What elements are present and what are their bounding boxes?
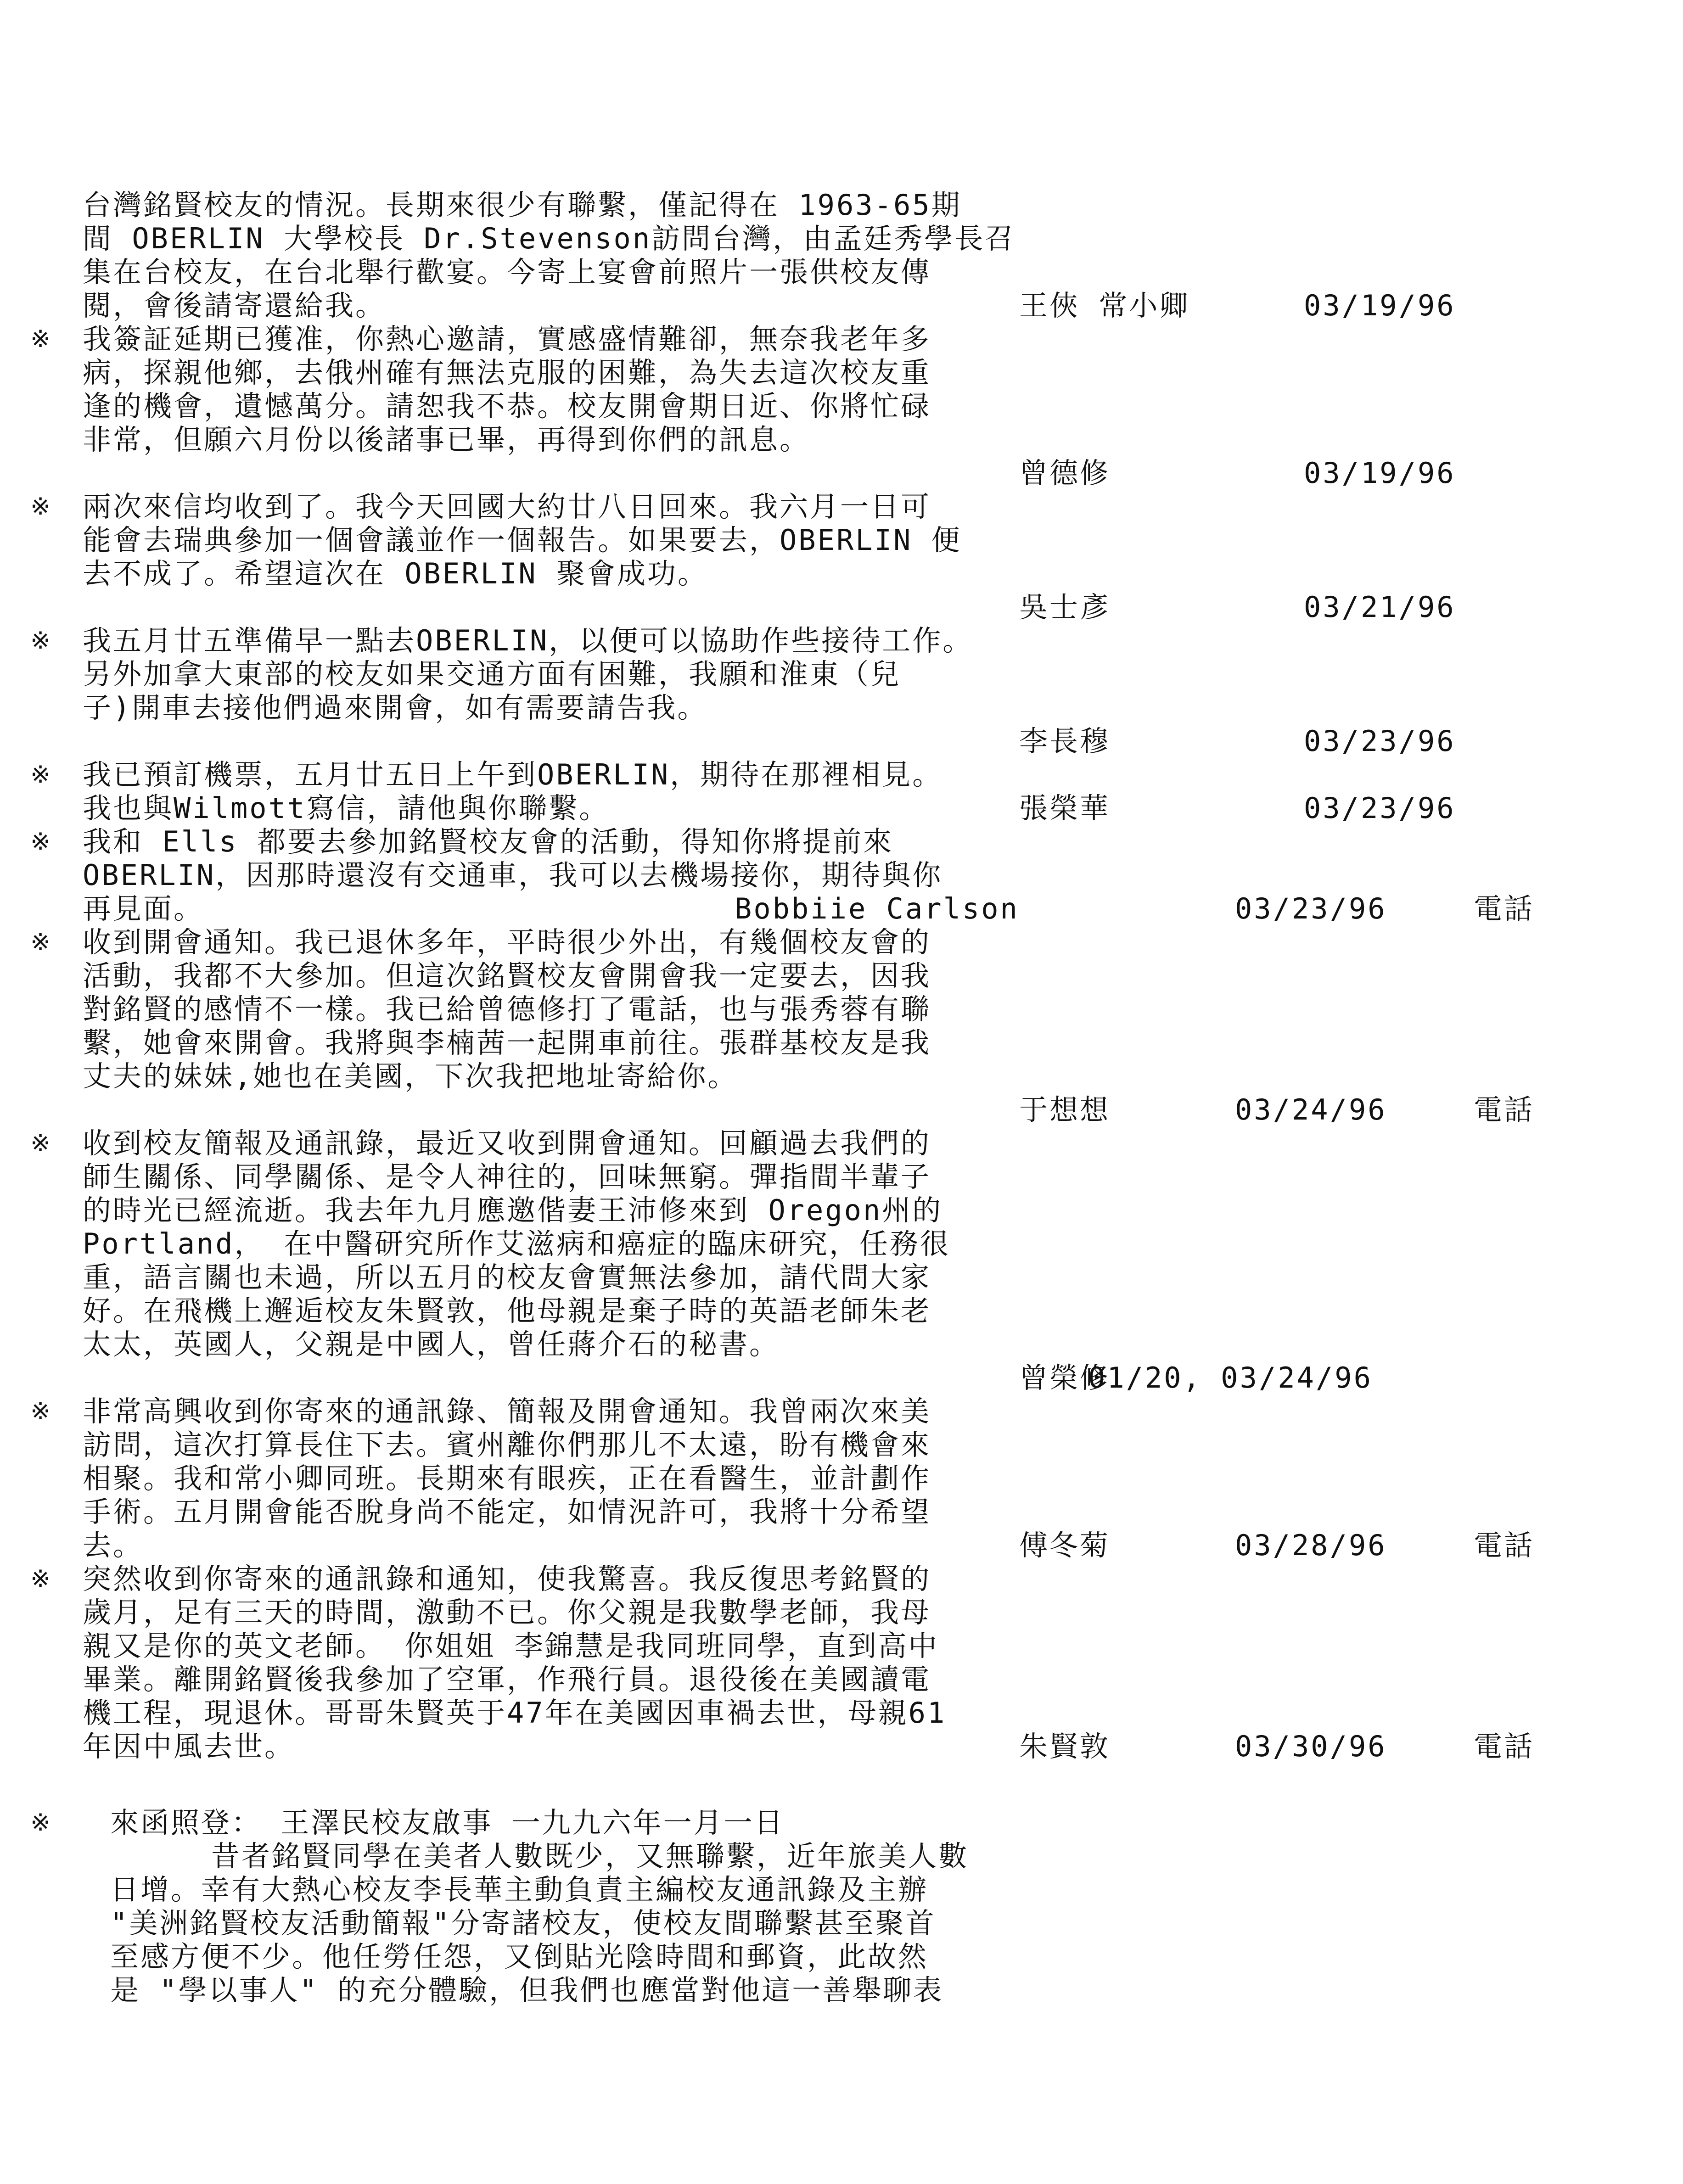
signature-date: 03/19/96 [1304, 456, 1456, 490]
line-text: OBERLIN，因那時還沒有交通車，我可以去機場接你，期待與你 [83, 858, 943, 892]
line-text: 我和 Ells 都要去參加銘賢校友會的活動，得知你將提前來 [83, 825, 893, 858]
text-line [83, 1940, 1543, 1974]
signature-name: Bobbiie Carlson [735, 892, 1019, 925]
text-line [83, 1763, 1543, 1797]
line-text: 突然收到你寄來的通訊錄和通知，使我驚喜。我反復思考銘賢的 [83, 1562, 931, 1596]
text-line [83, 255, 1543, 289]
signature-date: 01/20, 03/24/96 [1088, 1361, 1373, 1394]
text-line [83, 1294, 1543, 1328]
line-text: 兩次來信均收到了。我今天回國大約廿八日回來。我六月一日可 [83, 490, 931, 523]
signature-note: 電話 [1474, 1529, 1535, 1562]
signature-name: 曾德修 [1019, 456, 1111, 490]
text-line [83, 423, 1543, 457]
text-line [83, 858, 1543, 892]
text-line [83, 1906, 1543, 1940]
line-text: 至感方便不少。他任勞任怨，又倒貼光陰時間和郵資，此故然 [110, 1940, 929, 1973]
signature-note: 電話 [1474, 1730, 1535, 1763]
text-line [30, 758, 1543, 792]
text-line [83, 1663, 1543, 1697]
line-text: 病，探親他鄉，去俄州確有無法克服的困難，為失去這次校友重 [83, 356, 931, 389]
line-text: 去不成了。希望這次在 OBERLIN 聚會成功。 [83, 557, 708, 590]
text-line [83, 456, 1543, 490]
text-line [30, 1806, 1543, 1840]
text-line [83, 1462, 1543, 1495]
line-text: 台灣銘賢校友的情況。長期來很少有聯繫，僅記得在 1963-65期 [83, 188, 962, 222]
bullet-marker: ※ [30, 1565, 52, 1593]
signature-name: 王俠 常小卿 [1019, 289, 1190, 322]
text-line [30, 1126, 1543, 1160]
line-text: 我五月廿五準備早一點去OBERLIN，以便可以協助作些接待工作。 [83, 624, 973, 657]
line-text: 我已預訂機票，五月廿五日上午到OBERLIN，期待在那裡相見。 [83, 758, 943, 791]
text-line [83, 188, 1543, 222]
line-text: 再見面。 [83, 892, 204, 925]
line-text: 間 OBERLIN 大學校長 Dr.Stevenson訪問台灣，由孟廷秀學長召 [83, 222, 1015, 255]
signature-name: 朱賢敦 [1019, 1730, 1111, 1763]
text-line [83, 557, 1543, 591]
text-line [83, 992, 1543, 1026]
line-text: 逢的機會，遺憾萬分。請恕我不恭。校友開會期日近、你將忙碌 [83, 389, 931, 423]
line-text: 昔者銘賢同學在美者人數既少，又無聯繫，近年旅美人數 [211, 1839, 969, 1873]
text-line [83, 1160, 1543, 1194]
text-line [83, 724, 1543, 758]
text-line [83, 289, 1543, 323]
line-text: 手術。五月開會能否脫身尚不能定，如情況許可，我將十分希望 [83, 1495, 931, 1529]
line-text: 收到開會通知。我已退休多年，平時很少外出，有幾個校友會的 [83, 925, 931, 959]
text-line [83, 1973, 1543, 2007]
bullet-marker: ※ [30, 1398, 52, 1425]
line-text: 我也與Wilmott寫信，請他與你聯繫。 [83, 791, 610, 825]
text-line [30, 825, 1543, 859]
signature-name: 張榮華 [1019, 791, 1111, 825]
line-text: 畢業。離開銘賢後我參加了空軍，作飛行員。退役後在美國讀電 [83, 1663, 931, 1696]
signature-date: 03/28/96 [1235, 1529, 1387, 1562]
text-line [83, 1596, 1543, 1630]
line-text: 歲月，足有三天的時間，激動不已。你父親是我數學老師，我母 [83, 1596, 931, 1629]
line-text: 子)開車去接他們過來開會，如有需要請告我。 [83, 691, 708, 724]
text-line [83, 389, 1543, 423]
line-text: 能會去瑞典參加一個會議並作一個報告。如果要去，OBERLIN 便 [83, 523, 962, 557]
text-line [83, 1260, 1543, 1294]
line-text: 是 "學以事人" 的充分體驗，但我們也應當對他這一善舉聊表 [110, 1973, 944, 2007]
text-line [83, 1495, 1543, 1529]
bullet-marker: ※ [30, 828, 52, 856]
bullet-marker: ※ [30, 1130, 52, 1157]
text-line [83, 1093, 1543, 1127]
line-text: 相聚。我和常小卿同班。長期來有眼疾，正在看醫生，並計劃作 [83, 1462, 931, 1495]
bullet-marker: ※ [30, 929, 52, 956]
text-line [83, 691, 1543, 725]
bullet-marker: ※ [30, 761, 52, 789]
signature-note: 電話 [1474, 892, 1535, 925]
line-text: 丈夫的妹妹,她也在美國，下次我把地址寄給你。 [83, 1059, 738, 1093]
line-text: 閱，會後請寄還給我。 [83, 289, 386, 322]
line-text: 活動，我都不大參加。但這次銘賢校友會開會我一定要去，因我 [83, 959, 931, 992]
line-text: 非常高興收到你寄來的通訊錄、簡報及開會通知。我曾兩次來美 [83, 1394, 931, 1428]
signature-note: 電話 [1474, 1093, 1535, 1126]
signature-name: 傅冬菊 [1019, 1529, 1111, 1562]
text-line [83, 1026, 1543, 1060]
line-text: 年因中風去世。 [83, 1730, 295, 1763]
text-line [83, 1529, 1543, 1562]
text-line [83, 959, 1543, 993]
signature-date: 03/21/96 [1304, 590, 1456, 624]
line-text: 來函照登： 王澤民校友啟事 一九九六年一月一日 [110, 1806, 785, 1839]
text-line [83, 1873, 1543, 1907]
signature-date: 03/24/96 [1235, 1093, 1387, 1126]
line-text: 另外加拿大東部的校友如果交通方面有困難，我願和淮東（兒 [83, 657, 901, 691]
signature-name: 吳士彥 [1019, 590, 1111, 624]
text-line [83, 222, 1543, 256]
text-line [30, 1394, 1543, 1428]
line-text: 的時光已經流逝。我去年九月應邀偕妻王沛修來到 Oregon州的 [83, 1193, 943, 1227]
text-line [83, 1361, 1543, 1395]
line-text: 去。 [83, 1529, 144, 1562]
line-text: 好。在飛機上邂逅校友朱賢敦，他母親是棄子時的英語老師朱老 [83, 1294, 931, 1327]
line-text: 繫，她會來開會。我將與李楠茜一起開車前往。張群基校友是我 [83, 1026, 931, 1059]
signature-date: 03/23/96 [1304, 724, 1456, 758]
bullet-marker: ※ [30, 627, 52, 655]
text-line [83, 523, 1543, 557]
text-line [83, 892, 1543, 926]
line-text: 集在台校友，在台北舉行歡宴。今寄上宴會前照片一張供校友傳 [83, 255, 931, 289]
signature-date: 03/23/96 [1304, 791, 1456, 825]
line-text: 訪問，這次打算長住下去。賓州離你們那儿不太遠，盼有機會來 [83, 1428, 931, 1462]
text-line [83, 1839, 1543, 1873]
line-text: 親又是你的英文老師。 你姐姐 李錦慧是我同班同學，直到高中 [83, 1629, 939, 1663]
text-line [83, 1730, 1543, 1764]
text-line [83, 1059, 1543, 1093]
line-text: 對銘賢的感情不一樣。我已給曾德修打了電話，也与張秀蓉有聯 [83, 992, 931, 1026]
signature-date: 03/30/96 [1235, 1730, 1387, 1763]
text-line [83, 356, 1543, 390]
text-line [30, 322, 1543, 356]
text-line [83, 1629, 1543, 1663]
line-text: 太太，英國人，父親是中國人，曾任蔣介石的秘書。 [83, 1327, 780, 1361]
line-text: 我簽証延期已獲准，你熱心邀請，實感盛情難卻，無奈我老年多 [83, 322, 931, 356]
line-text: 日增。幸有大熱心校友李長華主動負責主編校友通訊錄及主辦 [110, 1873, 929, 1906]
line-text: 重，語言關也未過，所以五月的校友會實無法參加，請代問大家 [83, 1260, 931, 1294]
line-text: 收到校友簡報及通訊錄，最近又收到開會通知。回顧過去我們的 [83, 1126, 931, 1160]
bullet-marker: ※ [30, 1809, 52, 1837]
line-text: Portland， 在中醫研究所作艾滋病和癌症的臨床研究，任務很 [83, 1227, 950, 1260]
text-line [83, 1428, 1543, 1462]
text-line [83, 1227, 1543, 1261]
bullet-marker: ※ [30, 325, 52, 353]
text-line [30, 1562, 1543, 1596]
text-line [30, 490, 1543, 524]
signature-date: 03/19/96 [1304, 289, 1456, 322]
text-line [30, 925, 1543, 959]
text-line [83, 590, 1543, 624]
signature-date: 03/23/96 [1235, 892, 1387, 925]
line-text: "美洲銘賢校友活動簡報"分寄諸校友，使校友間聯繫甚至聚首 [110, 1906, 936, 1940]
text-line [83, 791, 1543, 825]
text-line [83, 1327, 1543, 1361]
line-text: 非常，但願六月份以後諸事已畢，再得到你們的訊息。 [83, 423, 810, 456]
bullet-marker: ※ [30, 493, 52, 521]
text-line [83, 1193, 1543, 1227]
text-line [83, 1696, 1543, 1730]
text-line [30, 624, 1543, 658]
signature-name: 曾榮修 [1019, 1361, 1111, 1394]
signature-name: 李長穆 [1019, 724, 1111, 758]
line-text: 師生關係、同學關係、是令人神往的，回味無窮。彈指間半輩子 [83, 1160, 931, 1193]
line-text: 機工程，現退休。哥哥朱賢英于47年在美國因車禍去世，母親61 [83, 1696, 947, 1730]
text-line [83, 657, 1543, 691]
signature-name: 于想想 [1019, 1093, 1111, 1126]
